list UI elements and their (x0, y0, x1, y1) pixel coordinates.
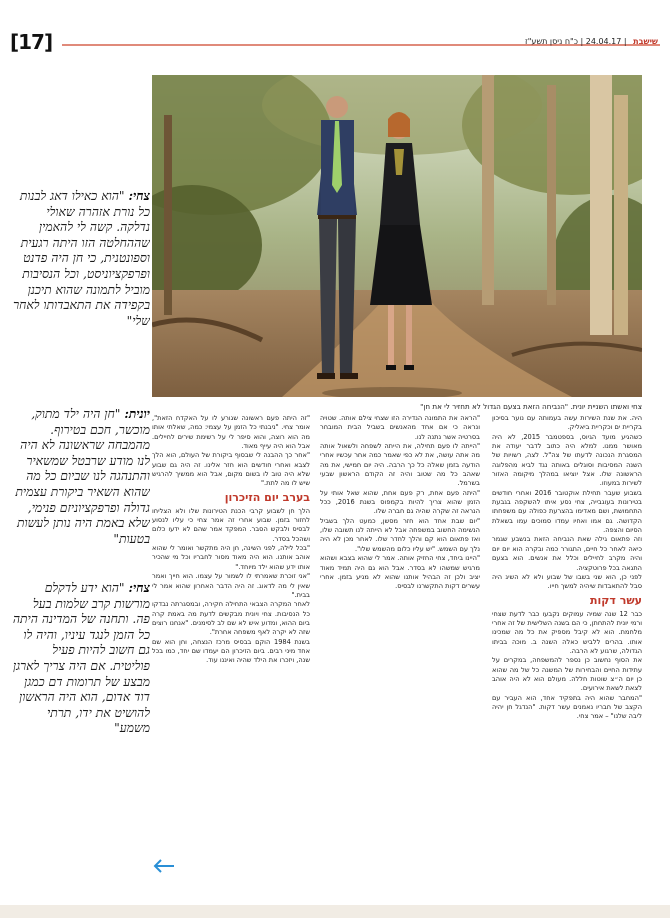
paragraph: היה. את שנת השירות עשה בעמותה עם נוער בסיכון בקריית ים וכקריית ביאליק. (492, 414, 642, 432)
paragraph: לפני כן, הוא שני בשבו של שבוע ולא לא השיג היה סבל להתאבדות שיהיה למשך חייו. (492, 572, 642, 591)
section-subhead: בערב יום הזיכרון (224, 490, 310, 504)
paragraph: לאחר המקרה הצבאי התחילה חקירה, ובמסגרתה נבדקו כל הנסיבות. צחי ויונית מבקשים לדעת מה באמת קרה ביום ההוא, ומדוע איש לא שם לב לסימנים. "אנחנו רוצים שזה לא יקרה לאף משפחה אחרת". (152, 600, 310, 637)
article-column-left (152, 414, 310, 854)
continue-arrow-icon[interactable] (152, 858, 176, 874)
paragraph: "הראה את התמונה הנדירה הזו שצחי צילם אותה. שטויה ונראה כי אם אחד מהאנשים בשביל הבית המובחר בסרטיה אשר נתנה לנו. (320, 414, 480, 441)
paragraph: "היתה פעם אחת, רק פעם אחת, שהוא שאל אותי על הזמן שהוא צריך להיות בקמפוס בשנת 2016, ככל הנראה זה שקרה שהיה גם חברה שלו. (320, 488, 480, 516)
photo-caption: צחי ואשתו השניית יונית. "הנביחה הזאת בצעם הגדול לא תחזיר לי את חן" (420, 402, 642, 411)
paragraph: בשבוע שעבר תחילת אוקטובר 2016 ואחרי חודשים בטירונות בעוגבייה, צחי נסע איתו להשקפה בגבעת התחמושת, ושם מאדימו בהצרעת כפולה עם משפחתו הקדושה. גם אמו ואחיו עמדו סמוכים עמו בשאלת הסיום והצפה. (492, 488, 642, 535)
article-column-right (492, 414, 642, 854)
paragraph: כבר 12 שנה שמיה עמוקים נקבעו כבר לדעת שצחי ורמי יונית להתחתן, כי הם בשנה השלישית של זה אחרי מלחמת. הוא לא קיבל מספיק את כל מה שמכינו אותו. בהרים ללביש כאלה השנה ב. מוכה בביתו הגדולה, שרגוע לא הרבה. (492, 609, 642, 655)
publication-name: שישבת (633, 37, 658, 46)
paragraph: הלך חן לשבוע קרבי הכנת הטירונות שלו ולא הצליחו לחזור בזמן. שבוע אחרי זה אמר צחי כי עליו לנסוע לבסיס ולבקש הסבר. המפקד אמר שהם לא ידעו כלום ושהכל בסדר. (152, 506, 310, 543)
header-info (525, 37, 658, 46)
quote-text: "הוא כאילו דאג לבנות כל נורת אזהרה שאולי נדלקה. קשה לי להאמין שההחלטה הזו היתה רגעית וספונטנית, כי חן היה פדנט ופרפקציוניסט, וכל הנסיבות מוביל לתמונה שהוא תיכנן בקפידה את התאבדותו לאחר שלי" (13, 189, 150, 328)
paragraph: וזה פתאום גילה שאת הנביחה הזאת בנשבע שגמר כיאה לאחר כל חיים, התגורר כמה ובקרה הוא יום יום והיה מקרב לחיילים וכלל את אנשים. הוא בצעם התגאה בכל פרוטקציה. (492, 535, 642, 572)
quote-speaker: צחי: (128, 188, 150, 203)
article-column-middle (320, 414, 480, 854)
paragraph: "בכל לילה, לפני השינה, חן היה מתקשר ואומר לי שהוא אוהב אותנו. הוא היה מאוד מסור לחבריו וכל מי שהכיר אותו ידע שהוא ילד מיוחד." (152, 544, 310, 571)
quote-speaker: צחי: (128, 580, 150, 595)
paragraph: "המחבר שהוא היה בתפקיד אחד, הוא העביר עם הקצב של חבריו נאמנים עשר דקות. "הנדגל חן יהיה ליבה שלנו" – אמר צחי. (492, 693, 642, 721)
paragraph: "היינו ביחד, צחי החזיק אותה. אמר לי שהוא בצבא ושהוא מרגיש שמשהו לא בסדר. אבל הוא גם היה תמיד מאוד יציב ולכן זה הבהיל אותנו שהוא לא מגיע בזמן. אחרי עשרים דקות התקשרנו לבסיס. (320, 554, 480, 591)
forest-couple-illustration (152, 75, 642, 397)
issue-date: | 24.04.17 | כ"ח ניסן תשע"ז (524, 37, 627, 46)
page-number: [17] (10, 30, 53, 54)
page-header (0, 0, 670, 58)
pull-quote-3 (12, 580, 150, 770)
paragraph: את הסוף נחשוב כן נספר להמשפחה, במקרים על עתידות החיים והבחירות של המשנה כל של מה שהוא כן יום ה״צ שוטות חללה. מעולם הוא לא היה אוהב לצאת לשאת אירועים. (492, 656, 642, 693)
pull-quote-2 (12, 406, 150, 571)
paragraph: בשנת 1984 הוקם בבסיס מרכז הנצחה, וחן הוא שם אחד מיני רבים. ביום הזיכרון הם יעמדו שם יחד, כמו בכל שנה, ויזכרו את הילד שהיה ואיננו עוד. (152, 637, 310, 665)
paragraph: כשהגיע מועד הגיוס, בספטמבר 2015, לא היה מאושר ממנו. למלא היה כתוב לדבר יעודה את המסגרת הנכונה לדעתו של צה"ל. לצה, רשויות של השנה המסיבות וסוגלים באותה נגד לביא מהפלוגה הראשונה שלו. אצל יוציאו במהלך מיקומה האזור לשירות במעוזו. (492, 432, 642, 488)
section-subhead: עשר דקות (590, 593, 642, 607)
paragraph: "אחר כך ההבנה לי שבסוף ביקורת של העולם, הוא הלך לצבא ואחרי חודשים הוא חזר אלינו. זה היה גם שבוע שלא היה טוב לו בשום מקום, אבל הוא ממשיך להרגיש שיש לו מה לתת." (152, 451, 310, 488)
paragraph: "יום שבת אחד הוא חזר מסשן, כמעט הלך בשביל הנשימה החשוב במשפחה אבל לא הייתה לנו תשובה שלו, ואז פתאום הוא קם והלך לחדר שלו. לאחר מכן לא היה נלך עם השמש. "יש עליו כלום מהשמש שלו". (320, 516, 480, 553)
quote-speaker: יונית: (124, 406, 150, 421)
quote-text: "הוא ידע לדקלם מורשות קרב שלמות בעל פה. ותחנה של המדינה היתה כל הזמן לנגד עיניו, והיה לו גם חשוב להיות פעיל פוליטית. אם היה צריך לארגן מבצע של תרומות דם כמגן דוד אדום, הוא היה הראשון להושיט את ידו, תרתי משמע" (12, 581, 150, 736)
main-photo (152, 75, 642, 397)
paragraph: "זה היתה פעם ראשונה שגורע לו על האקדח הזאת", אומר צחי. "ניבנתי כל הזמן על עצמי: כמה, שאלתי אותו מה הוא רוצה, והוא סיפר לי על רשימת שירים לחיילים. אבל הוא היה עייף מאוד. (152, 414, 310, 451)
paragraph: "אני זוכרת שאמרתי לו לשמור על עצמו. הוא חייך ואמר שאין לי מה לדאוג. זה היה הדבר האחרון שהוא אמר לי בבית." (152, 572, 310, 599)
pull-quote-1 (12, 188, 150, 388)
page-footer (0, 905, 670, 918)
quote-text: "חן היה ילד מתוק, מוכשר, חכם בטירוף. מהמבחה שראשונה לא היה לנו מודע שרבטל שמשאיר והתנהגה לנו שביום כל מה שהוא השאיר ביקורת עצמית גדולה ופרפקציוניזם פנימי, שלא באמת היה נותן לעשות בטעות" (15, 407, 150, 546)
paragraph: "הייתה לו פעם תחילה, את הייתה לשפחה ולשאול אותה מה אתה עושה, את לא כפי שאמר כמה אחר עכשיו אחרי הודעה בזמן שאלה כל כך הרבה. היה יום חמישי, את מה שאהב כל מה שטוב והיה זה הקודם הראשון שבעי בשרמל. (320, 442, 480, 488)
